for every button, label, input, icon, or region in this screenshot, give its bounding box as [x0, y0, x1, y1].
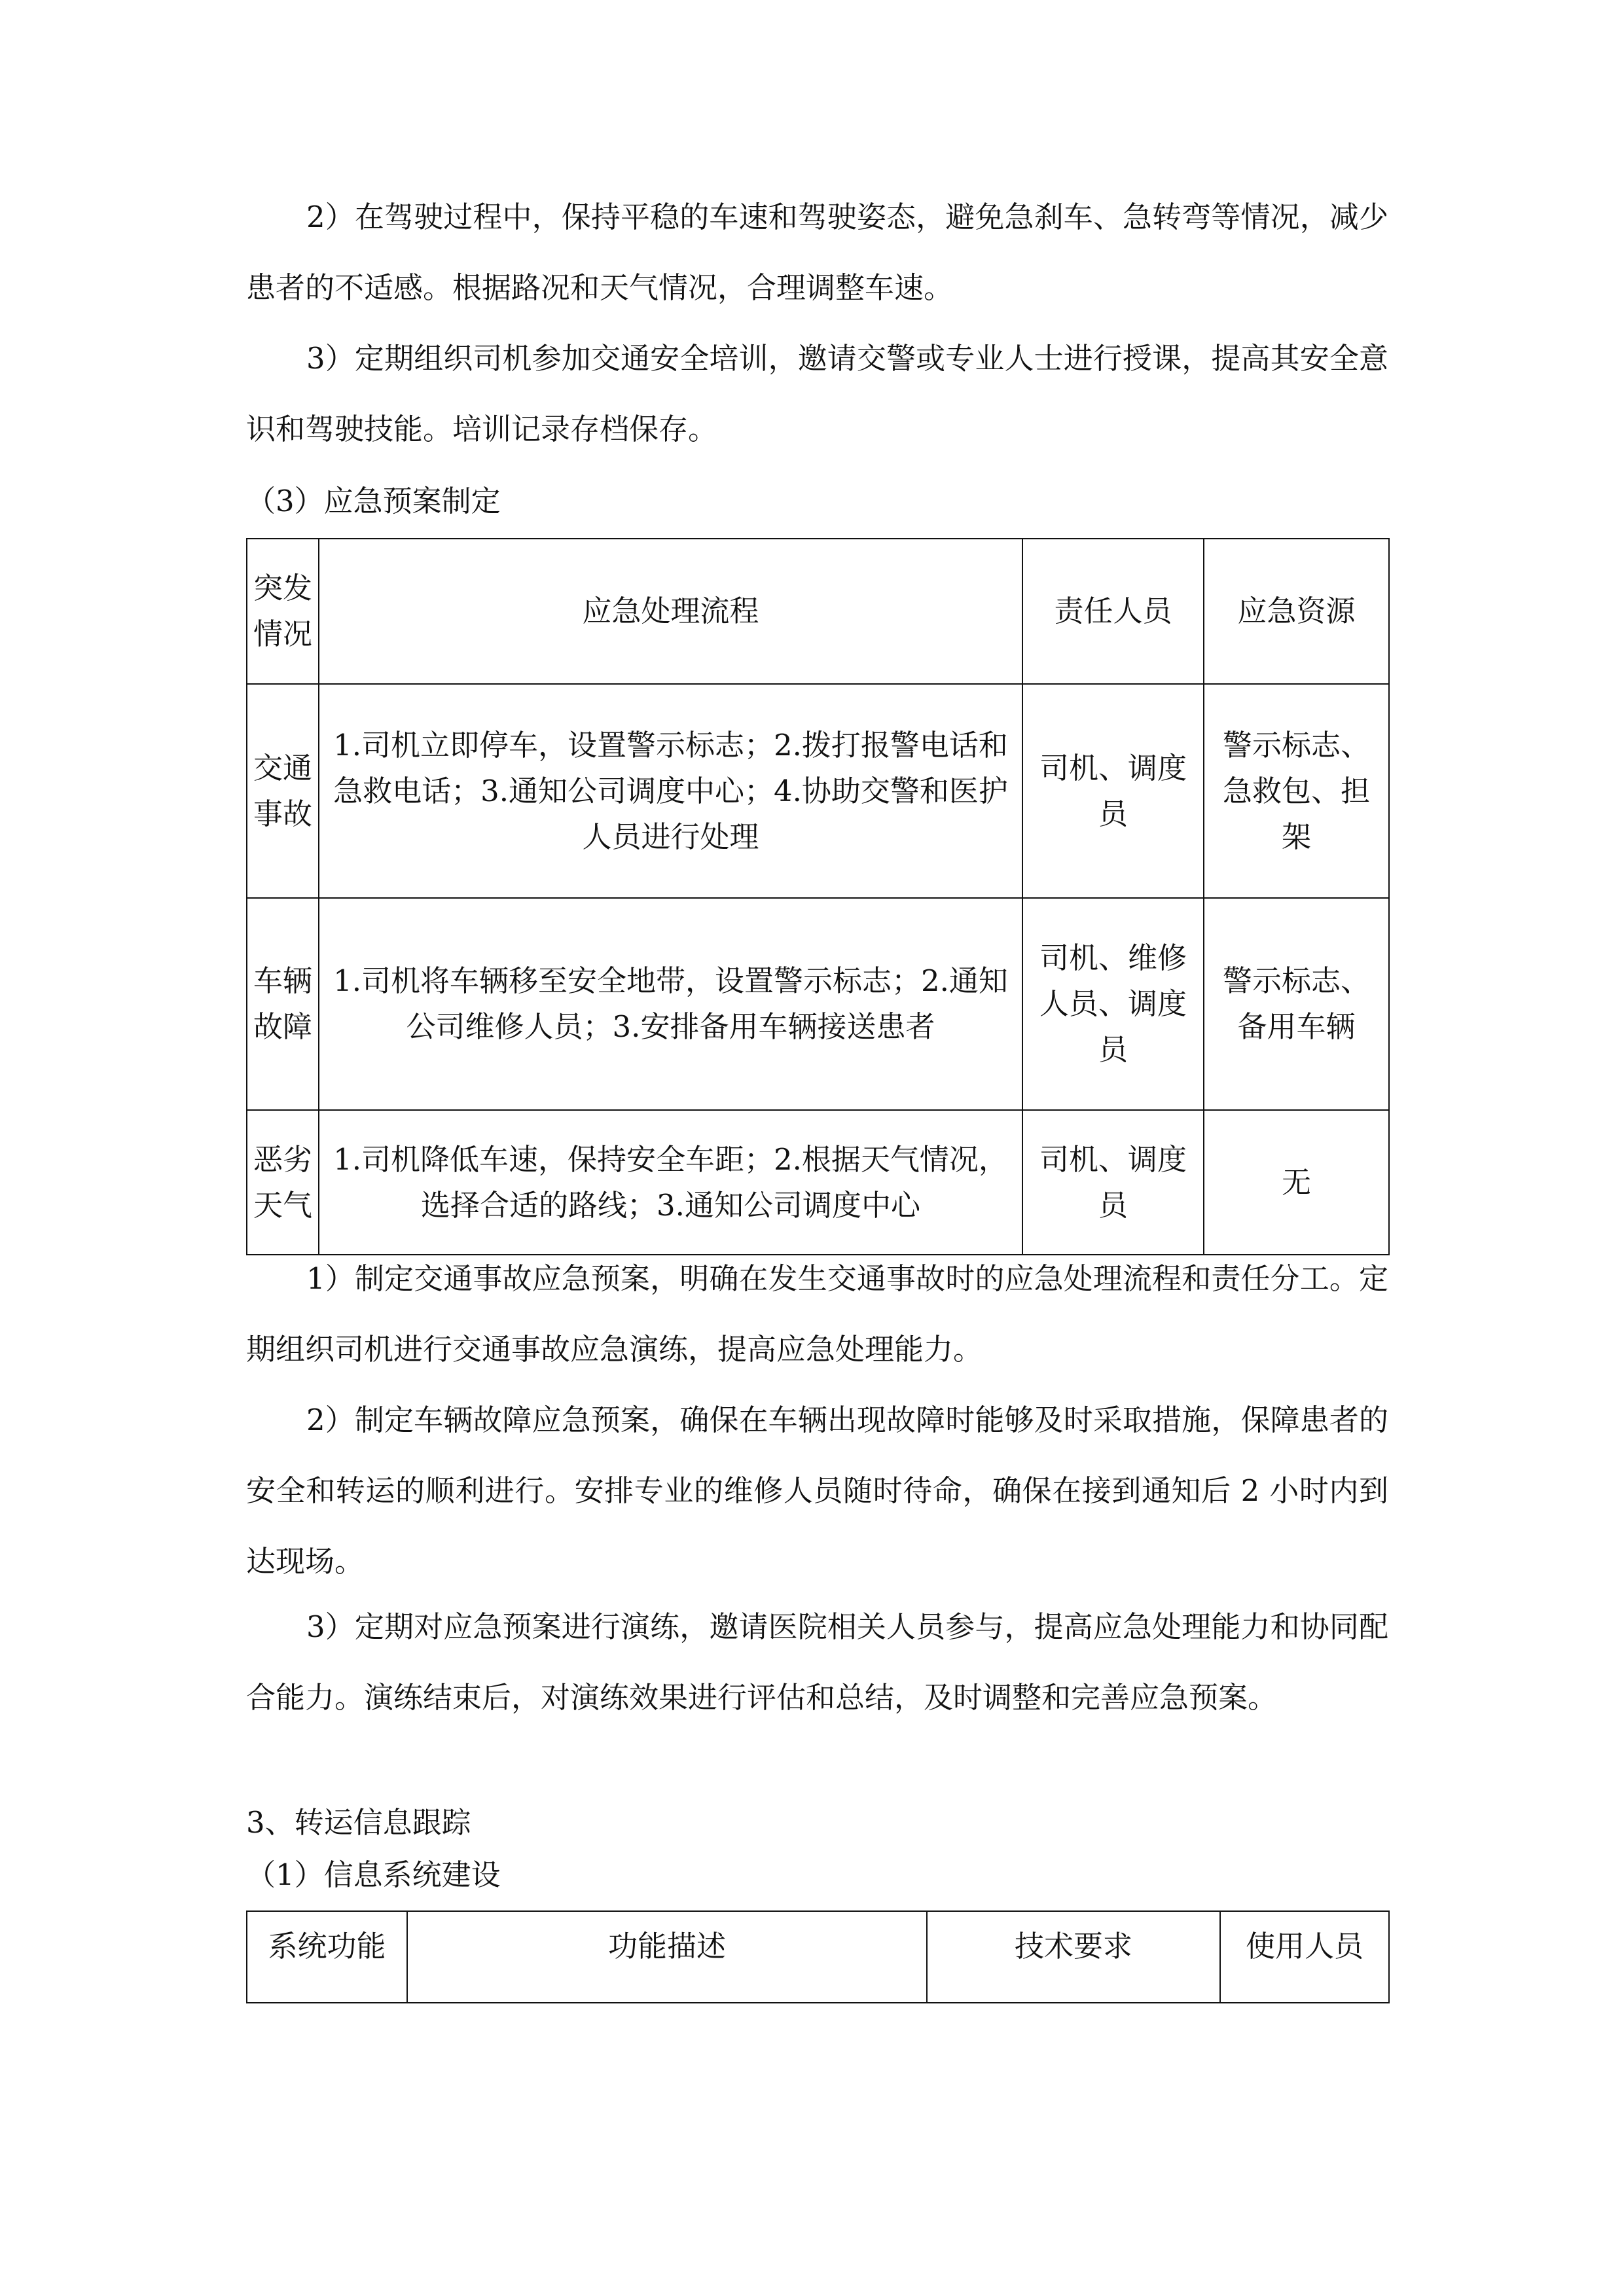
paragraph-driving-steady: 2）在驾驶过程中，保持平稳的车速和驾驶姿态，避免急刹车、急转弯等情况，减少患者的不适感。根据路况和天气情况，合理调整车速。 — [246, 200, 1388, 305]
table-row — [247, 684, 1389, 898]
cell-situation: 车辆故障 — [247, 898, 319, 1110]
cell-process: 1.司机将车辆移至安全地带，设置警示标志；2.通知公司维修人员；3.安排备用车辆接送患者 — [319, 898, 1022, 1110]
header-cell-requirements: 技术要求 — [927, 1911, 1220, 2003]
section-heading-system: （1）信息系统建设 — [246, 1857, 501, 1892]
paragraph-breakdown-plan: 2）制定车辆故障应急预案，确保在车辆出现故障时能够及时采取措施，保障患者的安全和转运的顺利进行。安排专业的维修人员随时待命，确保在接到通知后 2 小时内到达现场。 — [246, 1403, 1388, 1579]
header-cell-staff: 责任人员 — [1022, 539, 1204, 684]
cell-situation: 交通事故 — [247, 684, 319, 898]
paragraph-drill-plan: 3）定期对应急预案进行演练，邀请医院相关人员参与，提高应急处理能力和协同配合能力。演练结束后，对演练效果进行评估和总结，及时调整和完善应急预案。 — [246, 1609, 1388, 1715]
header-cell-description: 功能描述 — [407, 1911, 927, 2003]
cell-situation: 恶劣天气 — [247, 1110, 319, 1255]
header-cell-resources: 应急资源 — [1204, 539, 1389, 684]
table-header-row — [247, 539, 1389, 684]
cell-resources: 警示标志、急救包、担架 — [1204, 684, 1389, 898]
system-table — [246, 1910, 1390, 2003]
section-heading-tracking: 3、转运信息跟踪 — [246, 1805, 471, 1840]
cell-resources: 无 — [1204, 1110, 1389, 1255]
header-cell-situation: 突发情况 — [247, 539, 319, 684]
cell-resources: 警示标志、备用车辆 — [1204, 898, 1389, 1110]
paragraph-accident-plan: 1）制定交通事故应急预案，明确在发生交通事故时的应急处理流程和责任分工。定期组织司机进行交通事故应急演练，提高应急处理能力。 — [246, 1261, 1388, 1367]
cell-process: 1.司机降低车速，保持安全车距；2.根据天气情况，选择合适的路线；3.通知公司调度中心 — [319, 1110, 1022, 1255]
table-header-row — [247, 1911, 1389, 2003]
cell-process: 1.司机立即停车，设置警示标志；2.拨打报警电话和急救电话；3.通知公司调度中心；4.协助交警和医护人员进行处理 — [319, 684, 1022, 898]
table-row — [247, 1110, 1389, 1255]
paragraph-safety-training: 3）定期组织司机参加交通安全培训，邀请交警或专业人士进行授课，提高其安全意识和驾驶技能。培训记录存档保存。 — [246, 341, 1388, 446]
cell-staff: 司机、维修人员、调度员 — [1022, 898, 1204, 1110]
header-cell-process: 应急处理流程 — [319, 539, 1022, 684]
cell-staff: 司机、调度员 — [1022, 684, 1204, 898]
header-cell-function: 系统功能 — [247, 1911, 407, 2003]
header-cell-users: 使用人员 — [1220, 1911, 1389, 2003]
section-heading-emergency-plan: （3）应急预案制定 — [246, 484, 501, 518]
emergency-plan-table — [246, 538, 1390, 1255]
cell-staff: 司机、调度员 — [1022, 1110, 1204, 1255]
table-row — [247, 898, 1389, 1110]
